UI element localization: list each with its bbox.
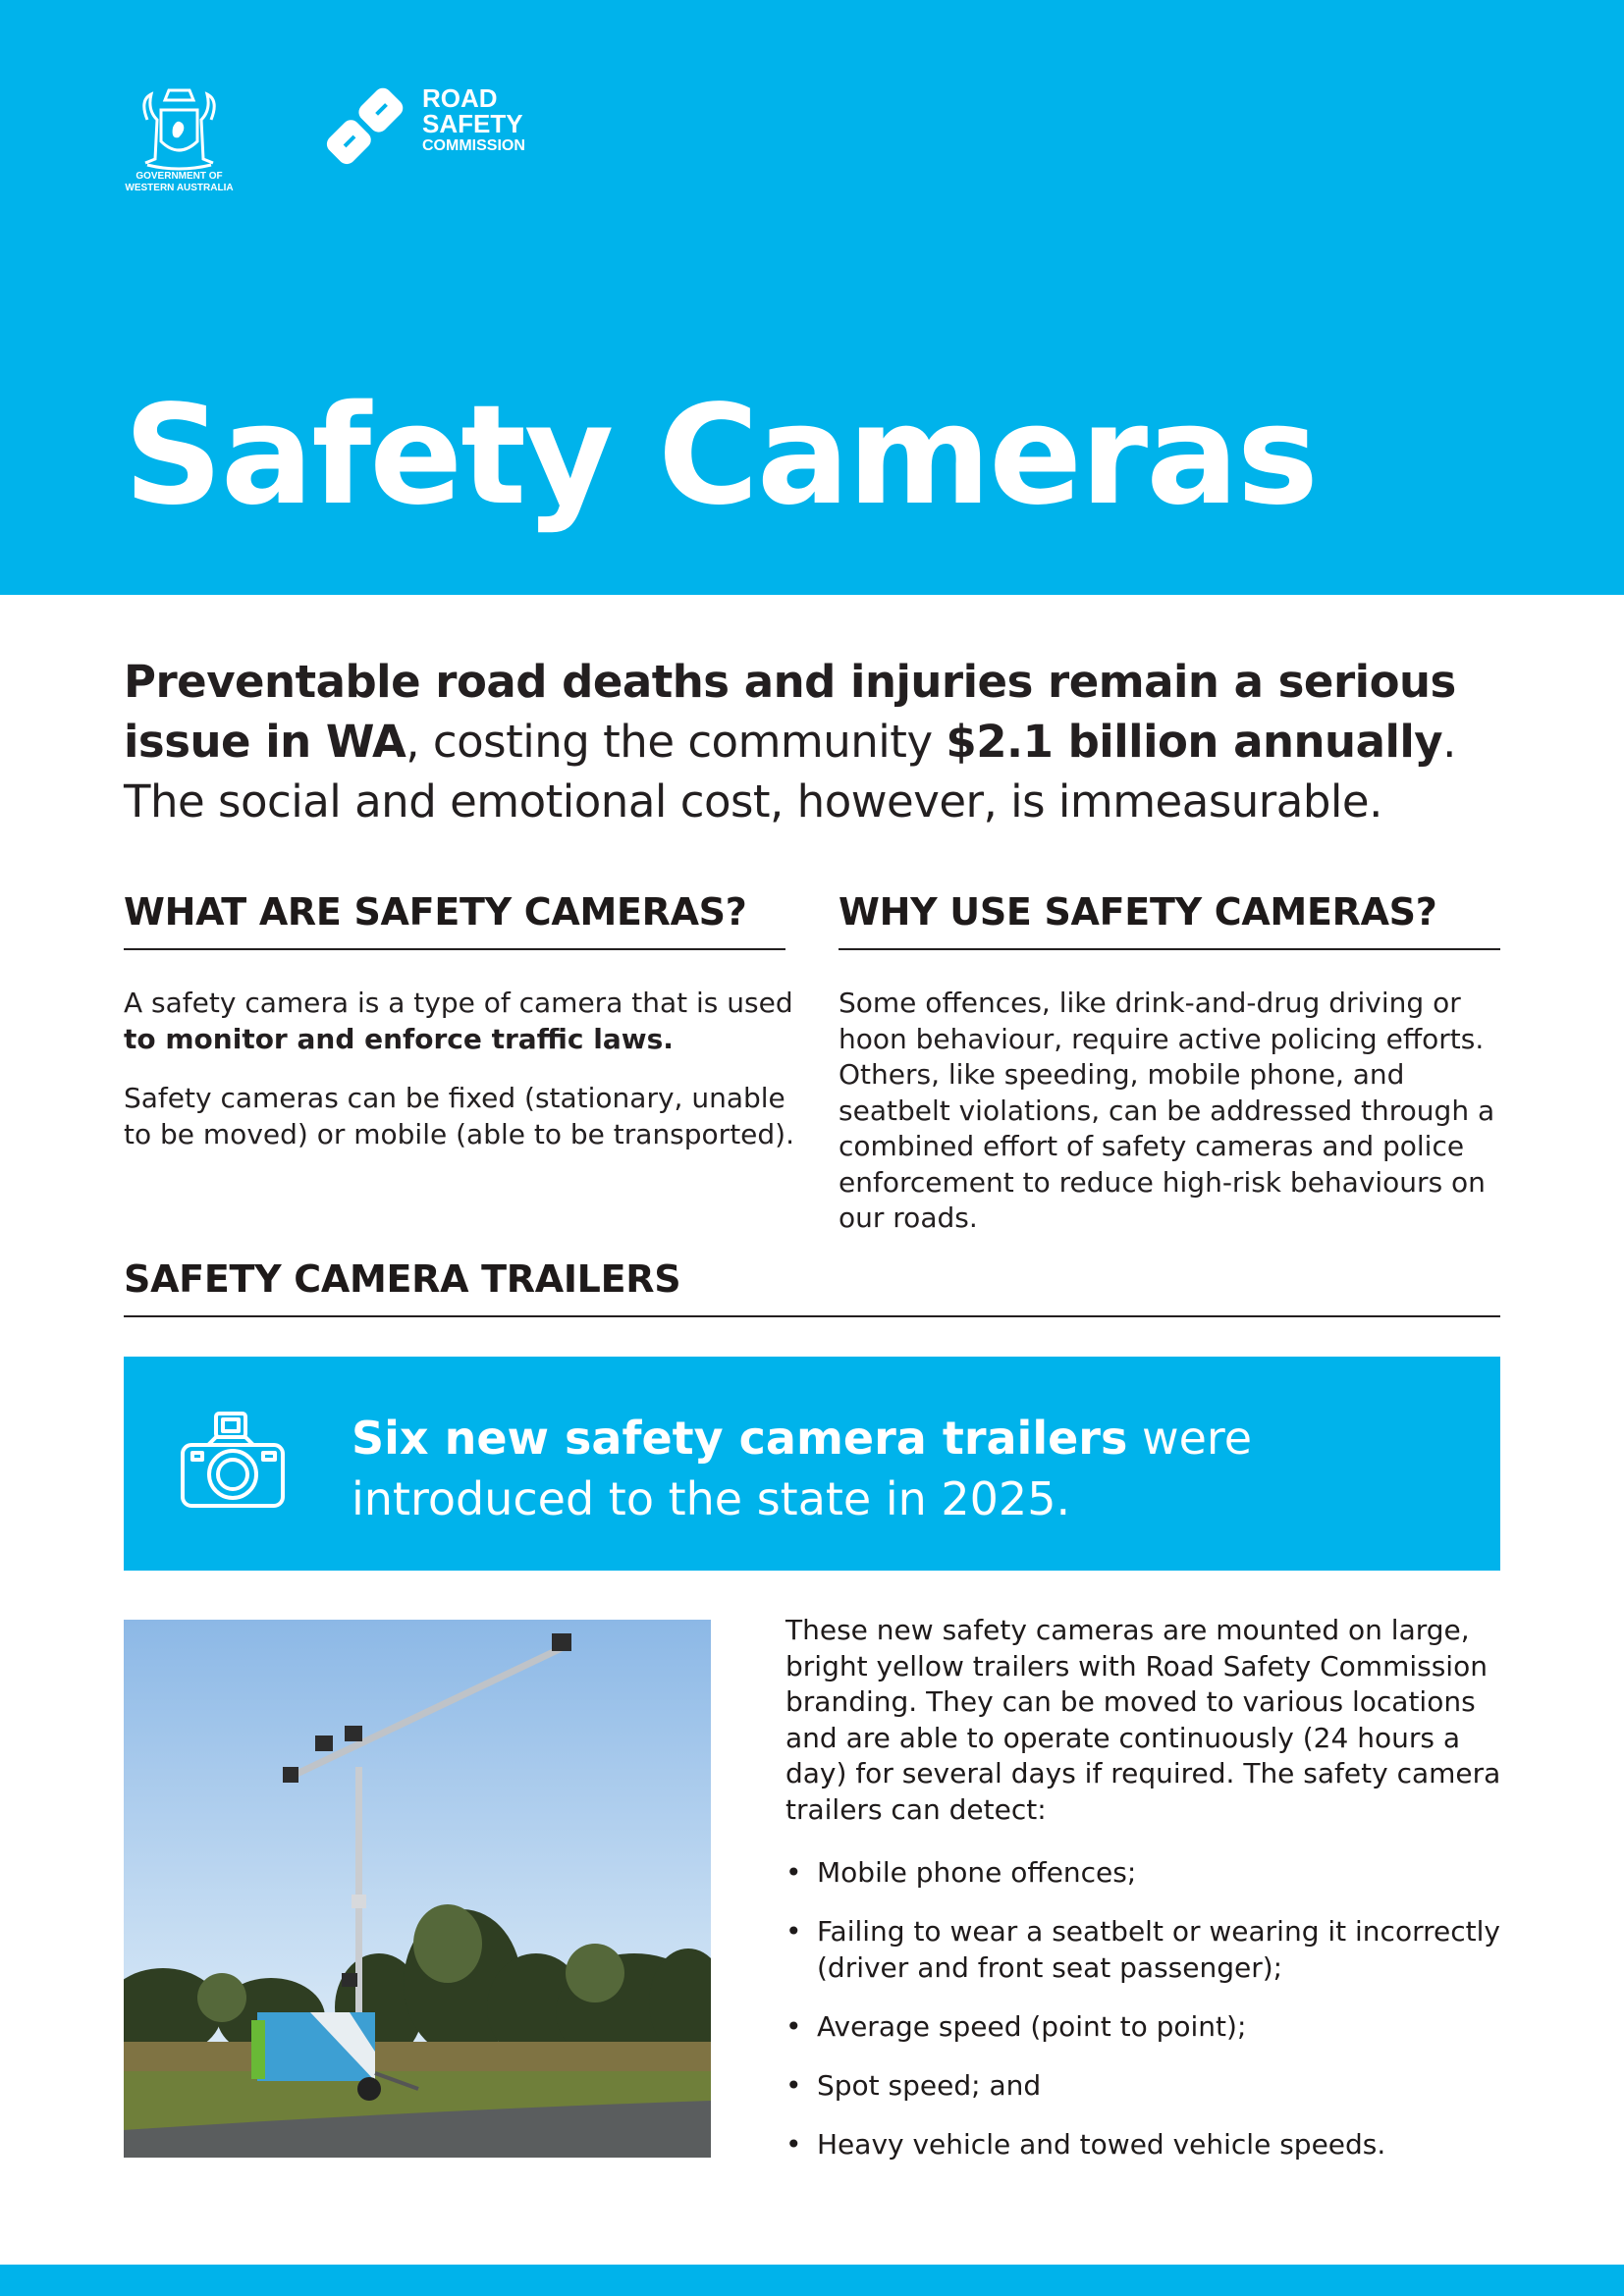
callout-bold: Six new safety camera trailers — [352, 1412, 1128, 1465]
what-p1-bold: to monitor and enforce traffic laws. — [124, 1022, 674, 1055]
crest-caption-line2: WESTERN AUSTRALIA — [125, 183, 234, 193]
footer-bar — [0, 2265, 1624, 2296]
what-paragraph-2: Safety cameras can be fixed (stationary, unable to be moved) or mobile (able to be transported). — [124, 1082, 794, 1150]
intro-text-2: . The social and emotional cost, however, is immeasurable. — [124, 716, 1456, 828]
trailers-callout — [124, 1357, 1500, 1571]
camera-icon — [179, 1412, 287, 1510]
brand-line-commission: COMMISSION — [422, 137, 525, 154]
list-item: • Heavy vehicle and towed vehicle speeds. — [785, 2127, 1502, 2163]
intro-text-1: , costing the community — [406, 716, 947, 768]
why-heading: WHY USE SAFETY CAMERAS? — [839, 889, 1500, 950]
callout-line-1 — [352, 1408, 1252, 1468]
camera-trailer-photo — [124, 1620, 711, 2158]
road-safety-logo-icon — [312, 80, 420, 169]
hero-banner — [0, 0, 1624, 595]
trailers-heading: SAFETY CAMERA TRAILERS — [124, 1256, 1500, 1317]
why-paragraph-1: Some offences, like drink-and-drug driving or hoon behaviour, require active policing efforts. Others, like speeding, mobile phone, and seatbelt violations, can be addressed through a combined effort of safety cameras and police enforcement to reduce high-risk behaviours on our roads. — [839, 987, 1495, 1234]
intro-bold-amount: $2.1 billion annually — [946, 716, 1443, 768]
intro-bold-lead: Preventable road deaths and injuries remain a serious issue in WA — [124, 656, 1456, 768]
callout-text — [352, 1408, 1252, 1529]
crest-caption-line1: GOVERNMENT OF — [135, 171, 223, 182]
road-safety-commission-logo — [312, 80, 548, 169]
callout-text-1: were — [1127, 1412, 1253, 1465]
what-paragraph-1 — [124, 986, 801, 1057]
list-item: • Spot speed; and — [785, 2068, 1502, 2105]
what-body — [124, 986, 801, 1152]
why-body — [839, 986, 1506, 1237]
list-item: • Average speed (point to point); — [785, 2009, 1502, 2046]
list-item: • Failing to wear a seatbelt or wearing it incorrectly (driver and front seat passenger); — [785, 1914, 1502, 1986]
government-crest-icon — [118, 80, 241, 171]
what-heading: WHAT ARE SAFETY CAMERAS? — [124, 889, 785, 950]
brand-line-road: ROAD — [422, 83, 498, 113]
list-item: • Mobile phone offences; — [785, 1855, 1502, 1892]
intro-paragraph — [124, 652, 1518, 831]
detection-list — [785, 1855, 1502, 2186]
callout-line-2: introduced to the state in 2025. — [352, 1472, 1071, 1525]
trailers-body: These new safety cameras are mounted on large, bright yellow trailers with Road Safety Commission branding. They can be moved to various locations and are able to operate continuously (24 hours a day) for several days if required. The safety camera trailers can detect: — [785, 1614, 1501, 1826]
page-title: Safety Cameras — [124, 376, 1317, 536]
what-p1-text: A safety camera is a type of camera that is used — [124, 987, 793, 1019]
wa-government-crest — [118, 80, 241, 198]
brand-line-safety: SAFETY — [422, 109, 523, 138]
